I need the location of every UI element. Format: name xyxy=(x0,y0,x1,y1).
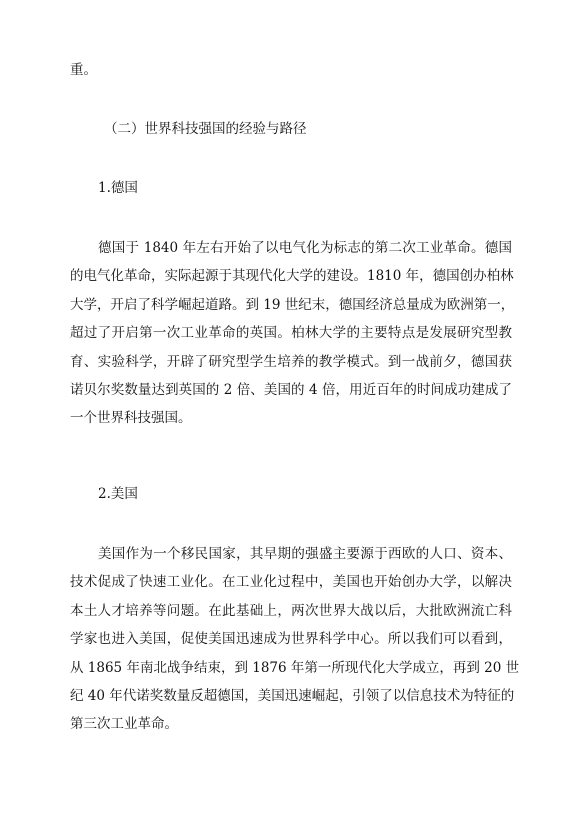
subsection-title-germany: 1.德国 xyxy=(98,180,138,196)
paragraph-line: 技术促成了快速工业化。在工业化过程中，美国也开始创办大学，以解决 xyxy=(70,574,512,591)
paragraph-line: 德国于 1840 年左右开始了以电气化为标志的第二次工业革命。德国 xyxy=(98,240,512,256)
top-fragment: 重。 xyxy=(70,62,97,78)
paragraph-line: 一个世界科技强国。 xyxy=(70,410,192,427)
paragraph-line: 的电气化革命，实际起源于其现代化大学的建设。1810 年，德国创办柏林 xyxy=(70,268,514,285)
paragraph-line: 大学，开启了科学崛起道路。到 19 世纪末，德国经济总量成为欧洲第一， xyxy=(70,296,515,313)
paragraph-usa xyxy=(70,540,520,739)
paragraph-line: 第三次工业革命。 xyxy=(70,716,178,733)
paragraph-line: 学家也进入美国，促使美国迅速成为世界科学中心。所以我们可以看到， xyxy=(70,631,512,648)
paragraph-line: 纪 40 年代诺奖数量反超德国，美国迅速崛起，引领了以信息技术为特征的 xyxy=(70,688,515,705)
paragraph-line: 从 1865 年南北战争结束，到 1876 年第一所现代化大学成立，再到 20 世 xyxy=(70,659,520,676)
paragraph-line: 诺贝尔奖数量达到英国的 2 倍、美国的 4 倍，用近百年的时间成功建成了 xyxy=(70,382,512,399)
paragraph-line: 美国作为一个移民国家，其早期的强盛主要源于西欧的人口、资本、 xyxy=(98,546,512,562)
paragraph-line: 育、实验科学，开辟了研究型学生培养的教学模式。到一战前夕，德国获 xyxy=(70,353,512,370)
paragraph-line: 超过了开启第一次工业革命的英国。柏林大学的主要特点是发展研究型教 xyxy=(70,325,512,342)
subsection-title-usa: 2.美国 xyxy=(98,486,138,502)
section-heading: （二）世界科技强国的经验与路径 xyxy=(104,121,307,137)
paragraph-line: 本土人才培养等问题。在此基础上，两次世界大战以后，大批欧洲流亡科 xyxy=(70,602,512,619)
paragraph-germany xyxy=(70,234,515,433)
